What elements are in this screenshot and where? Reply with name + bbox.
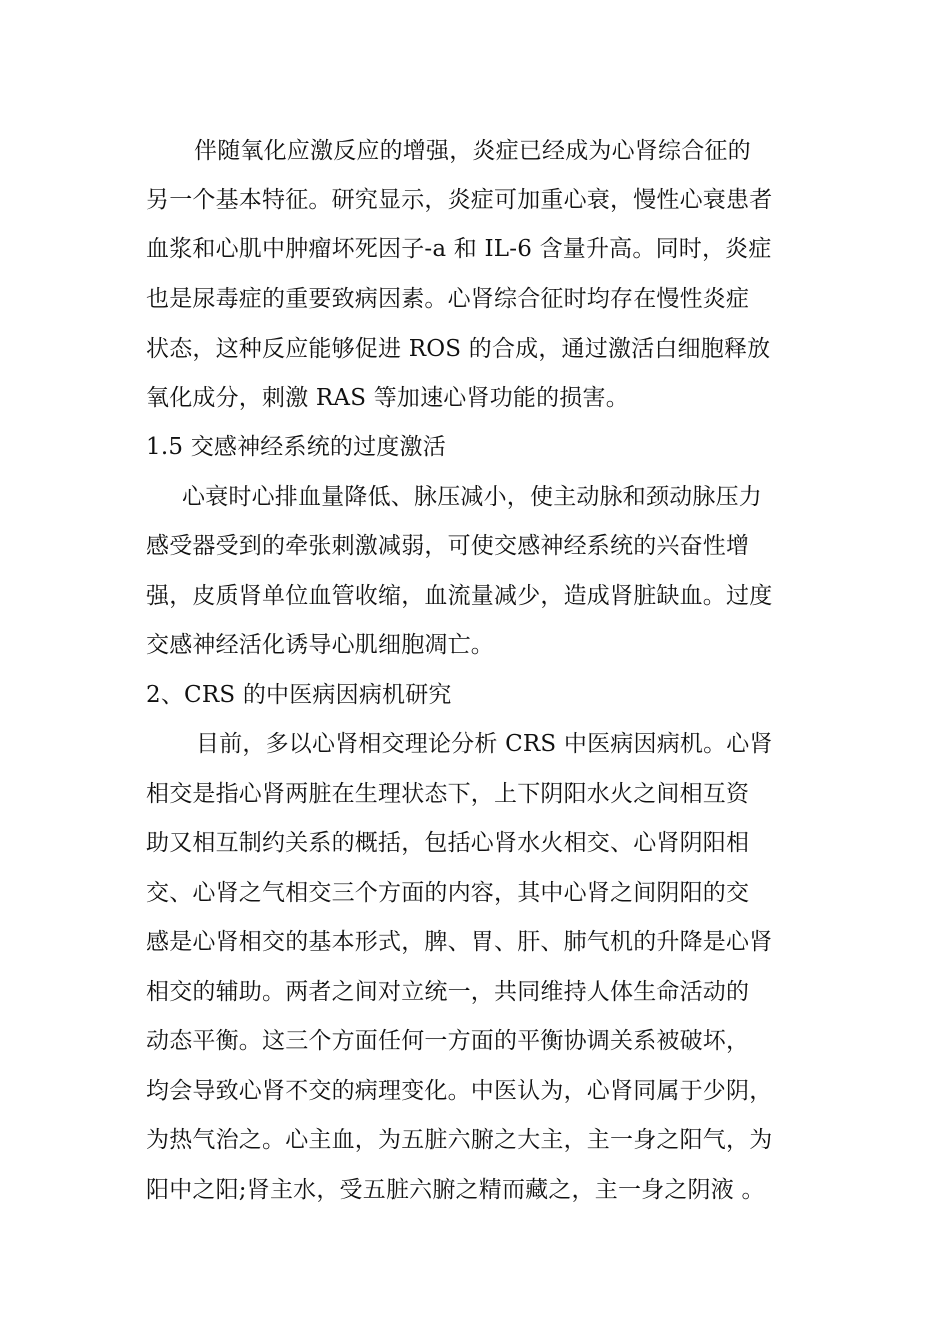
text-line: 阳中之阳;肾主水，受五脏六腑之精而藏之，主一身之阴液 。 bbox=[146, 1177, 765, 1203]
text-line: 相交是指心肾两脏在生理状态下，上下阴阳水火之间相互资 bbox=[146, 781, 750, 807]
text-line: 心衰时心排血量降低、脉压减小，使主动脉和颈动脉压力 bbox=[182, 484, 762, 510]
text-line: 为热气治之。心主血，为五脏六腑之大主，主一身之阳气，为 bbox=[146, 1127, 773, 1153]
text-line: 强，皮质肾单位血管收缩，血流量减少，造成肾脏缺血。过度 bbox=[146, 583, 773, 609]
section-heading: 2、CRS 的中医病因病机研究 bbox=[146, 682, 452, 708]
text-line: 交、心肾之气相交三个方面的内容，其中心肾之间阴阳的交 bbox=[146, 880, 750, 906]
text-line: 助又相互制约关系的概括，包括心肾水火相交、心肾阴阳相 bbox=[146, 830, 750, 856]
text-line: 交感神经活化诱导心肌细胞凋亡。 bbox=[146, 632, 494, 658]
text-line: 氧化成分，刺激 RAS 等加速心肾功能的损害。 bbox=[146, 385, 629, 411]
text-line: 状态，这种反应能够促进 ROS 的合成，通过激活白细胞释放 bbox=[146, 336, 771, 362]
text-line: 均会导致心肾不交的病理变化。中医认为，心肾同属于少阴， bbox=[146, 1078, 773, 1104]
text-line: 感是心肾相交的基本形式，脾、胃、肝、肺气机的升降是心肾 bbox=[146, 929, 773, 955]
text-line: 目前，多以心肾相交理论分析 CRS 中医病因病机。心肾 bbox=[196, 731, 773, 757]
section-heading: 1.5 交感神经系统的过度激活 bbox=[146, 434, 446, 460]
text-line: 相交的辅助。两者之间对立统一，共同维持人体生命活动的 bbox=[146, 979, 750, 1005]
text-line: 另一个基本特征。研究显示，炎症可加重心衰，慢性心衰患者 bbox=[146, 187, 773, 213]
text-line: 感受器受到的牵张刺激减弱，可使交感神经系统的兴奋性增 bbox=[146, 533, 750, 559]
text-line: 伴随氧化应激反应的增强，炎症已经成为心肾综合征的 bbox=[194, 138, 751, 164]
text-line: 也是尿毒症的重要致病因素。心肾综合征时均存在慢性炎症 bbox=[146, 286, 750, 312]
text-line: 动态平衡。这三个方面任何一方面的平衡协调关系被破坏， bbox=[146, 1028, 750, 1054]
text-line: 血浆和心肌中肿瘤坏死因子-a 和 IL-6 含量升高。同时，炎症 bbox=[146, 236, 772, 262]
